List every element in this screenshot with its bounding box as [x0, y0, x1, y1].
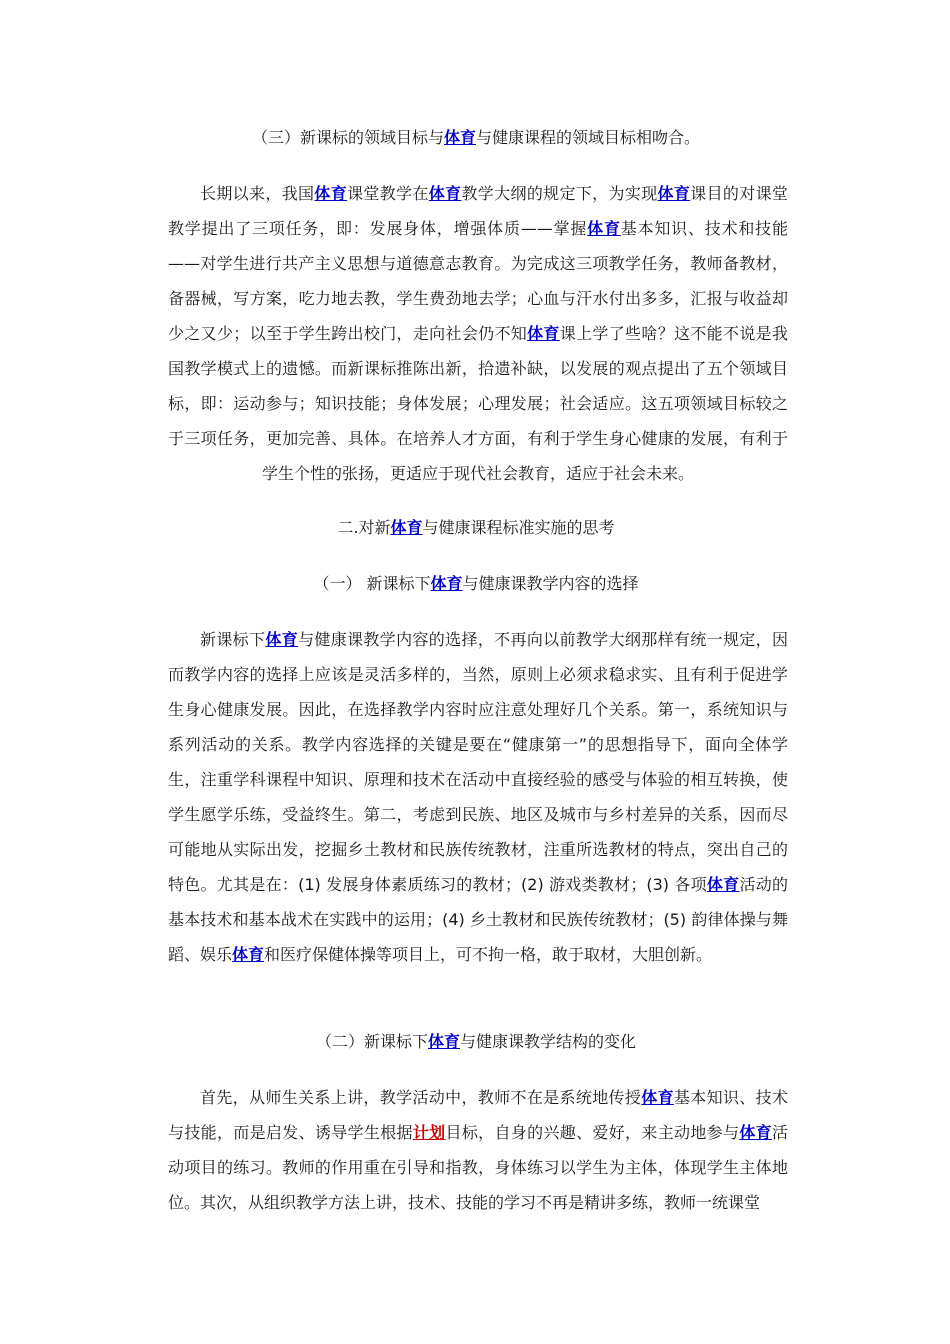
section-heading-3: [168, 126, 784, 150]
heading-text: 二.对新: [337, 518, 391, 537]
heading-text: 与健康课程标准实施的思考: [422, 518, 615, 537]
paragraph-long-term: [168, 176, 788, 491]
paragraph-text: 目标，自身的兴趣、爱好，来主动地参与: [445, 1123, 740, 1142]
keyword-link-tiyu[interactable]: 体育: [657, 184, 691, 203]
heading-text: （一） 新课标下: [313, 574, 431, 593]
paragraph-content-selection: [168, 622, 788, 972]
subsection-heading-2: [168, 1030, 784, 1054]
paragraph-text: 教学大纲的规定下，为实现: [461, 184, 658, 203]
keyword-link-tiyu[interactable]: 体育: [527, 324, 560, 343]
keyword-link-tiyu[interactable]: 体育: [427, 1032, 460, 1051]
paragraph-text: 活动项目的练习。教师的作用重在引导和指教，身体练习以学生为主体，体现学生主体地位。其次，从组织教学方法上讲，技术、技能的学习不再是精讲多练，教师一统课堂: [168, 1123, 788, 1212]
paragraph-text: 与健康课教学内容的选择，不再向以前教学大纲那样有统一规定，因而教学内容的选择上应该是灵活多样的，当然，原则上必须求稳求实、且有利于促进学生身心健康发展。因此，在选择教学内容时应注意处理好几个关系。第一，系统知识与系列活动的关系。教学内容选择的关键是要在“健康第一”的思想指导下，面向全体学生，注重学科课程中知识、原理和技术在活动中直接经验的感受与体验的相互转换，使学生愿学乐练，受益终生。第二，考虑到民族、地区及城市与乡村差异的关系，因而尽可能地从实际出发，挖掘乡土教材和民族传统教材，注重所选教材的特点，突出自己的特色。尤其是在：(1) 发展身体素质练习的教材；(2) 游戏类教材；(3) 各项: [168, 630, 788, 894]
keyword-link-jihua[interactable]: 计划: [412, 1123, 446, 1142]
keyword-link-tiyu[interactable]: 体育: [587, 219, 621, 238]
paragraph-text: 新课标下: [200, 630, 266, 649]
section-heading-2: [168, 516, 784, 540]
paragraph-text: 基本知识、技术与技能，而是启发、诱导学生根据: [168, 1088, 788, 1142]
paragraph-text: 课目的对课堂教学提出了三项任务，即：发展身体，增强体质——掌握: [168, 184, 788, 238]
keyword-link-tiyu[interactable]: 体育: [706, 875, 740, 894]
paragraph-text: 课堂教学在: [347, 184, 429, 203]
paragraph-text: 首先，从师生关系上讲，教学活动中，教师不在是系统地传授: [200, 1088, 642, 1107]
keyword-link-tiyu[interactable]: 体育: [443, 128, 476, 147]
heading-text: 与健康课程的领域目标相吻合。: [476, 128, 701, 147]
keyword-link-tiyu[interactable]: 体育: [428, 184, 462, 203]
keyword-link-tiyu[interactable]: 体育: [232, 945, 265, 964]
heading-text: 与健康课教学结构的变化: [460, 1032, 637, 1051]
paragraph-structure-change: [168, 1080, 788, 1220]
keyword-link-tiyu[interactable]: 体育: [314, 184, 348, 203]
keyword-link-tiyu[interactable]: 体育: [430, 574, 463, 593]
heading-text: 与健康课教学内容的选择: [462, 574, 639, 593]
heading-text: （三）新课标的领域目标与: [251, 128, 444, 147]
heading-text: （二）新课标下: [315, 1032, 428, 1051]
keyword-link-tiyu[interactable]: 体育: [641, 1088, 674, 1107]
keyword-link-tiyu[interactable]: 体育: [265, 630, 299, 649]
subsection-heading-1: [168, 572, 784, 596]
paragraph-text: 课上学了些啥？这不能不说是我国教学模式上的遗憾。而新课标推陈出新，拾遗补缺，以发展的观点提出了五个领域目标，即：运动参与；知识技能；身体发展；心理发展；社会适应。这五项领域目标较之于三项任务，更加完善、具体。在培养人才方面，有利于学生身心健康的发展，有利于学生个性的张扬，更适应于现代社会教育，适应于社会未来。: [168, 324, 788, 483]
paragraph-text: 和医疗保健体操等项目上，可不拘一格，敢于取材，大胆创新。: [264, 945, 713, 964]
paragraph-text: 长期以来，我国: [200, 184, 315, 203]
keyword-link-tiyu[interactable]: 体育: [739, 1123, 772, 1142]
paragraph-text: 基本知识、技术和技能——对学生进行共产主义思想与道德意志教育。为完成这三项教学任务，教师备教材，备器械，写方案，吃力地去教，学生费劲地去学；心血与汗水付出多多，汇报与收益却少之又少；以至于学生跨出校门，走向社会仍不知: [168, 219, 788, 343]
keyword-link-tiyu[interactable]: 体育: [390, 518, 423, 537]
paragraph-text: 活动的基本技术和基本战术在实践中的运用；(4) 乡土教材和民族传统教材；(5) 韵律体操与舞蹈、娱乐: [168, 875, 788, 964]
